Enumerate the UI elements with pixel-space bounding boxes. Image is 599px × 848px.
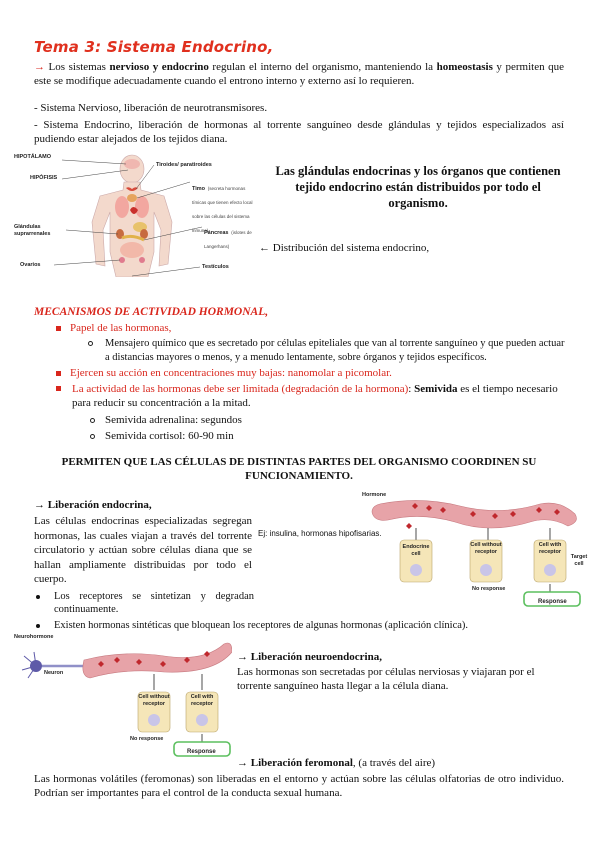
endocrine-example: Ej: insulina, hormonas hipofisarias. [258, 529, 382, 538]
label-tiroides: Tiroides/ paratiroides [156, 162, 212, 168]
mechanism-activity-rest: es el tiempo necesario para reducir su concentración a la mitad. [72, 383, 558, 409]
label-cell-without-receptor: Cell without receptor [470, 542, 502, 555]
bullet-dot-icon [36, 595, 40, 599]
distribution-caption: ← Distribución del sistema endocrino, [259, 242, 430, 254]
mechanisms-heading: MECANISMOS DE ACTIVIDAD HORMONAL, [34, 306, 269, 318]
bullet-square-icon [56, 326, 61, 331]
mechanism-item-paper [56, 321, 171, 335]
coordinate-heading: PERMITEN QUE LAS CÉLULAS DE DISTINTAS PARTES DEL ORGANISMO COORDINEN SU FUNCIONAMIENTO. [61, 456, 537, 482]
label-testiculos: Testículos [202, 264, 229, 270]
bullet-dot-icon [36, 624, 40, 628]
mechanism-item-conc [56, 366, 392, 380]
label-timo-note: (secreta hormonas tímicas que tienen efecto local sobre las células del sistema inmune) [192, 186, 253, 233]
label-cell-with-receptor: Cell with receptor [190, 694, 214, 707]
pheromone-heading [237, 756, 435, 770]
label-response: Response [187, 749, 216, 755]
bullet-square-icon [56, 386, 61, 391]
label-hipofisis: HIPÓFISIS [30, 175, 58, 181]
bullet-circle-icon [90, 434, 95, 439]
endocrine-bullet-receptors-text: Los receptores se sintetizan y degradan continuamente. [54, 591, 254, 615]
semivida-cortisol-text: Semivida cortisol: 60-90 min [105, 430, 234, 442]
arrow-icon: → [34, 61, 45, 73]
intro-text-c: regulan el interno del organismo, manteniendo la [208, 61, 437, 73]
mechanism-conc-label: Ejercen su acción en concentraciones muy bajas: nanomolar a picomolar. [70, 367, 392, 379]
label-cell-without-receptor: Cell without receptor [138, 694, 170, 707]
semivida-item-adrenalina [90, 413, 242, 427]
mechanism-activity-semivida: Semivida [414, 383, 458, 395]
label-neuron: Neuron [44, 670, 64, 676]
endocrine-heading: → Liberación endocrina, [34, 499, 152, 511]
endocrine-bullet-receptors [34, 590, 254, 616]
mechanism-item-activity [56, 382, 566, 410]
label-glandulas-suprarrenales: Glándulas suprarrenales [14, 224, 51, 237]
label-ovarios: Ovarios [20, 262, 41, 268]
label-no-response: No response [130, 736, 164, 742]
intro-text-a: Los sistemas [45, 61, 110, 73]
label-target-cell: Target cell [570, 554, 588, 567]
endocrine-text: Las células endocrinas especializadas segregan hormonas, las cuales viajan a través del torrente circulatorio y actúan sobre células diana que se hallan ampliamente distribuidas por todo el cuerpo. [34, 515, 252, 585]
intro-bold-homeostasis: homeostasis [436, 61, 493, 73]
glands-heading: Las glándulas endocrinas y los órganos que contienen tejido endocrino están distribuidos por todo el organismo. [275, 164, 561, 210]
semivida-adrenalina-text: Semivida adrenalina: segundos [105, 414, 242, 426]
label-endocrine-cell: Endocrine cell [402, 544, 430, 557]
mechanism-paper-sub [88, 337, 566, 365]
pheromone-heading-bold: → Liberación feromonal [237, 757, 353, 769]
label-no-response: No response [472, 586, 506, 592]
intro-bold-systems: nervioso y endocrino [109, 61, 209, 73]
neuroendocrine-diagram [14, 630, 232, 758]
intro-line-endocrine: - Sistema Endocrino, liberación de hormonas al torrente sanguíneo desde glándulas y tejidos especializados así pudiendo estar alejados de los tejidos diana. [34, 119, 564, 145]
label-pancreas: Páncreas [204, 230, 229, 236]
semivida-item-cortisol [90, 429, 234, 443]
neuro-text: Las hormonas son secretadas por células nerviosas y viajaran por el torrente sanguíneo hasta llegar a la célula diana. [237, 666, 535, 692]
label-neurohormone: Neurohormone [14, 634, 54, 640]
mechanism-activity-colon: : [408, 383, 415, 395]
label-response: Response [538, 599, 567, 605]
endocrine-body-figure [14, 152, 254, 277]
endocrine-bullet-synthetic-text: Existen hormonas sintéticas que bloquean los receptores de algunas hormonas (aplicación clínica). [54, 620, 469, 631]
label-cell-with-receptor: Cell with receptor [538, 542, 562, 555]
neuro-heading: → Liberación neuroendocrina, [237, 651, 382, 663]
bullet-circle-icon [90, 418, 95, 423]
mechanism-activity-red: La actividad de las hormonas debe ser limitada (degradación de la hormona) [72, 383, 409, 395]
endocrine-diagram [360, 492, 590, 610]
bullet-circle-icon [88, 341, 93, 346]
intro-paragraph [34, 60, 564, 88]
label-hipotalamo: HIPOTÁLAMO [14, 154, 51, 160]
pheromone-text: Las hormonas volátiles (feromonas) son liberadas en el entorno y actúan sobre las células olfatorias de otro individuo. Podrían ser importantes para el control de la conducta sexual humana. [34, 773, 564, 799]
label-pancreas-group [204, 224, 254, 252]
pheromone-heading-note: , (a través del aire) [352, 757, 436, 769]
intro-text-e: y permiten que este se modifique adecuadamente cuando el entrono interno y externo así lo requieren. [34, 61, 565, 87]
label-pancreas-note: (islotes de Langerhans) [204, 230, 252, 249]
mechanism-paper-sub-text: Mensajero químico que es secretado por células epiteliales que van al torrente sanguíneo y que pueden actuar a distancias mayores o menos, y a menudo lentamente, sobre órganos y tejidos específicos. [105, 338, 565, 363]
intro-line-nervous: - Sistema Nervioso, liberación de neurotransmisores. [34, 102, 268, 114]
mechanism-paper-label: Papel de las hormonas, [70, 322, 172, 334]
label-hormone: Hormone [362, 492, 387, 498]
label-timo: Timo [192, 186, 206, 192]
bullet-square-icon [56, 371, 61, 376]
page-title: Tema 3: Sistema Endocrino, [34, 38, 274, 56]
